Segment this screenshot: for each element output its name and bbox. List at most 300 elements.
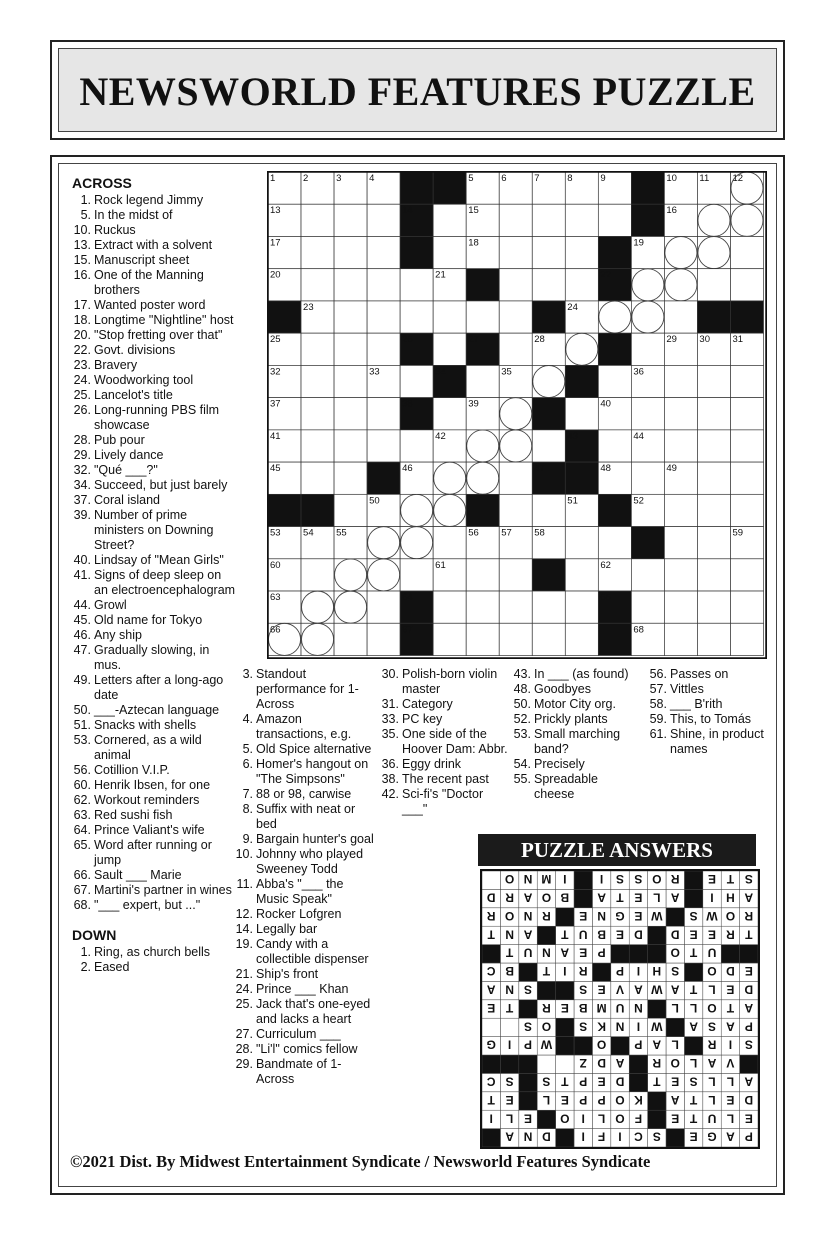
answer-letter: M xyxy=(596,1000,607,1015)
grid-square[interactable] xyxy=(367,301,400,333)
grid-square[interactable] xyxy=(598,365,631,397)
answer-letter: L xyxy=(597,1111,606,1126)
clue-text: Sault ___ Marie xyxy=(94,868,182,882)
down-heading: DOWN xyxy=(72,927,117,943)
grid-square[interactable] xyxy=(334,236,367,268)
clue-item xyxy=(72,328,237,343)
grid-square[interactable] xyxy=(565,527,598,559)
clue-text: Precisely xyxy=(534,757,585,771)
grid-square[interactable] xyxy=(499,236,532,268)
grid-black-square xyxy=(466,494,499,526)
grid-square[interactable] xyxy=(697,591,730,623)
grid-square[interactable] xyxy=(664,301,697,333)
grid-square[interactable] xyxy=(532,494,565,526)
grid-square[interactable] xyxy=(598,527,631,559)
answer-letter: A xyxy=(689,1019,698,1034)
grid-number: 53 xyxy=(270,527,281,539)
grid-square[interactable] xyxy=(598,430,631,462)
answer-letter: G xyxy=(615,908,625,923)
grid-number: 36 xyxy=(633,366,644,378)
grid-square[interactable] xyxy=(301,269,334,301)
grid-square[interactable] xyxy=(433,591,466,623)
clue-text: Number of prime ministers on Downing Street? xyxy=(94,508,214,552)
clue-text: Succeed, but just barely xyxy=(94,478,228,492)
grid-square[interactable] xyxy=(730,591,763,623)
grid-square[interactable] xyxy=(334,430,367,462)
clue-item xyxy=(72,838,237,868)
clue-number: 54. xyxy=(513,757,531,771)
answer-black-square xyxy=(629,1055,647,1073)
grid-square[interactable] xyxy=(367,623,400,655)
grid-number: 66 xyxy=(270,624,281,636)
clue-item xyxy=(72,388,237,403)
grid-square[interactable] xyxy=(697,398,730,430)
grid-square[interactable] xyxy=(664,527,697,559)
grid-square[interactable] xyxy=(466,591,499,623)
answer-black-square xyxy=(519,1073,537,1091)
clue-number: 42. xyxy=(381,787,399,801)
clue-item xyxy=(234,802,374,832)
clue-number: 41. xyxy=(73,568,91,582)
grid-square[interactable] xyxy=(301,365,334,397)
grid-square[interactable] xyxy=(532,591,565,623)
clue-number: 67. xyxy=(73,883,91,897)
grid-square[interactable] xyxy=(532,430,565,462)
grid-square[interactable] xyxy=(466,623,499,655)
grid-number: 37 xyxy=(270,398,281,410)
clue-text: Small marching band? xyxy=(534,727,621,756)
answer-letter: O xyxy=(504,872,515,887)
grid-number: 18 xyxy=(468,237,479,249)
clue-text: One of the Manning brothers xyxy=(94,268,204,297)
clue-item xyxy=(234,667,374,712)
grid-square[interactable] xyxy=(499,333,532,365)
grid-square[interactable] xyxy=(565,591,598,623)
grid-square[interactable] xyxy=(499,591,532,623)
grid-square[interactable] xyxy=(301,559,334,591)
clue-number: 40. xyxy=(73,553,91,567)
clue-text: Woodworking tool xyxy=(94,373,194,387)
grid-square[interactable] xyxy=(433,333,466,365)
clue-number: 31. xyxy=(381,697,399,711)
clue-number: 1. xyxy=(80,193,91,207)
clue-item xyxy=(234,1042,374,1057)
grid-square[interactable] xyxy=(730,398,763,430)
clue-number: 25. xyxy=(235,997,253,1011)
answer-letter: D xyxy=(744,982,754,997)
clue-text: In ___ (as found) xyxy=(534,667,629,681)
clue-number: 46. xyxy=(73,628,91,642)
grid-square[interactable] xyxy=(367,430,400,462)
grid-square[interactable] xyxy=(697,365,730,397)
grid-square[interactable] xyxy=(664,365,697,397)
grid-number: 9 xyxy=(600,173,606,184)
grid-square[interactable] xyxy=(334,398,367,430)
grid-square[interactable] xyxy=(631,398,664,430)
down-clues-col4 xyxy=(512,667,640,802)
answer-letter: E xyxy=(726,982,735,997)
grid-square[interactable] xyxy=(664,494,697,526)
clue-number: 6. xyxy=(242,757,253,771)
answer-letter: B xyxy=(578,1000,588,1015)
grid-number: 59 xyxy=(732,527,744,539)
grid-square[interactable] xyxy=(499,301,532,333)
grid-square[interactable] xyxy=(367,591,400,623)
header-banner xyxy=(50,40,785,140)
clue-item xyxy=(72,208,237,223)
clue-text: Shine, in product names xyxy=(670,727,764,756)
answer-letter: S xyxy=(579,982,588,997)
grid-number: 63 xyxy=(270,592,281,604)
clue-item xyxy=(72,508,237,553)
grid-square[interactable] xyxy=(730,494,763,526)
grid-square[interactable] xyxy=(532,204,565,236)
grid-square[interactable] xyxy=(565,204,598,236)
grid-square[interactable] xyxy=(400,365,433,397)
clue-number: 8. xyxy=(242,802,253,816)
grid-square[interactable] xyxy=(334,333,367,365)
grid-square[interactable] xyxy=(367,333,400,365)
grid-number: 40 xyxy=(600,398,611,410)
clue-text: "Li'l" comics fellow xyxy=(256,1042,358,1056)
clue-item xyxy=(72,568,237,598)
grid-number: 8 xyxy=(567,173,573,184)
clue-item xyxy=(648,727,773,757)
answer-letter: N xyxy=(523,1129,533,1144)
clue-text: Prickly plants xyxy=(534,712,608,726)
answer-letter: D xyxy=(634,927,643,942)
answer-letter: O xyxy=(560,1111,570,1126)
grid-square[interactable] xyxy=(697,269,730,301)
grid-square[interactable] xyxy=(697,494,730,526)
grid-number: 64 xyxy=(402,592,413,604)
grid-square[interactable] xyxy=(730,623,763,655)
answer-letter: G xyxy=(486,1037,496,1052)
clue-item xyxy=(234,742,374,757)
answer-black-square xyxy=(666,908,684,926)
grid-square[interactable] xyxy=(664,398,697,430)
answer-letter: R xyxy=(652,1056,662,1071)
clue-text: Abba's "___ the Music Speak" xyxy=(256,877,344,906)
answer-letter: O xyxy=(615,1092,625,1107)
grid-square[interactable] xyxy=(631,462,664,494)
clue-text: Manuscript sheet xyxy=(94,253,190,267)
clue-item xyxy=(72,193,237,208)
answer-black-square xyxy=(629,945,647,963)
grid-square[interactable] xyxy=(697,559,730,591)
clue-text: Longtime "Nightline" host xyxy=(94,313,234,327)
grid-square[interactable] xyxy=(334,494,367,526)
grid-square[interactable] xyxy=(697,430,730,462)
grid-square[interactable] xyxy=(730,559,763,591)
grid-square[interactable] xyxy=(499,269,532,301)
grid-square[interactable] xyxy=(532,269,565,301)
grid-number: 7 xyxy=(534,173,540,184)
clue-number: 44. xyxy=(73,598,91,612)
answer-letter: E xyxy=(707,872,717,887)
grid-number: 58 xyxy=(534,527,545,539)
grid-square[interactable] xyxy=(334,462,367,494)
clue-number: 18. xyxy=(73,313,91,327)
grid-square[interactable] xyxy=(697,623,730,655)
answer-black-square xyxy=(556,981,574,999)
answer-letter: L xyxy=(726,1111,735,1126)
grid-square[interactable] xyxy=(301,462,334,494)
answer-letter: E xyxy=(726,1092,735,1107)
answer-letter: S xyxy=(579,1019,588,1034)
answer-letter: A xyxy=(726,1019,735,1034)
grid-square[interactable] xyxy=(532,236,565,268)
answer-letter: A xyxy=(560,945,570,960)
grid-black-square xyxy=(400,236,433,268)
answer-letter: T xyxy=(542,964,551,979)
grid-number: 15 xyxy=(468,205,479,217)
grid-square[interactable] xyxy=(565,398,598,430)
grid-number: 61 xyxy=(435,559,446,571)
clue-item xyxy=(380,712,508,727)
clue-number: 21. xyxy=(235,967,253,981)
clue-text: Workout reminders xyxy=(94,793,200,807)
grid-square[interactable] xyxy=(400,301,433,333)
grid-number: 48 xyxy=(600,463,611,475)
answer-black-square xyxy=(574,1037,592,1055)
answer-black-square xyxy=(592,963,610,981)
grid-square[interactable] xyxy=(433,204,466,236)
answer-letter: O xyxy=(725,908,736,923)
grid-square[interactable] xyxy=(664,623,697,655)
clue-number: 48. xyxy=(513,682,531,696)
grid-square[interactable] xyxy=(367,236,400,268)
clue-text: Prince ___ Khan xyxy=(256,982,349,996)
grid-square[interactable] xyxy=(565,559,598,591)
answer-letter: E xyxy=(689,927,698,942)
grid-square[interactable] xyxy=(730,269,763,301)
answer-letter: A xyxy=(744,1074,754,1089)
answer-letter: N xyxy=(505,927,514,942)
answer-black-square xyxy=(537,981,555,999)
answer-letter: C xyxy=(486,1074,496,1089)
grid-square[interactable] xyxy=(433,301,466,333)
grid-square[interactable] xyxy=(367,398,400,430)
grid-square[interactable] xyxy=(367,269,400,301)
grid-square[interactable] xyxy=(433,527,466,559)
clue-item xyxy=(234,982,374,997)
grid-black-square xyxy=(466,269,499,301)
grid-number: 5 xyxy=(468,173,474,184)
answer-letter: S xyxy=(652,1129,661,1144)
clue-number: 28. xyxy=(235,1042,253,1056)
clue-number: 63. xyxy=(73,808,91,822)
grid-square[interactable] xyxy=(499,494,532,526)
grid-square[interactable] xyxy=(631,591,664,623)
clue-number: 50. xyxy=(73,703,91,717)
grid-square[interactable] xyxy=(598,204,631,236)
grid-black-square xyxy=(697,301,730,333)
grid-black-square xyxy=(598,623,631,655)
answer-letter: W xyxy=(540,1037,553,1052)
grid-square[interactable] xyxy=(400,269,433,301)
clue-item xyxy=(512,727,640,757)
clue-number: 29. xyxy=(235,1057,253,1071)
clue-item xyxy=(72,868,237,883)
answer-black-square xyxy=(648,1092,666,1110)
grid-number: 57 xyxy=(501,527,512,539)
answer-black-square xyxy=(666,1129,684,1147)
grid-square[interactable] xyxy=(565,236,598,268)
grid-number: 16 xyxy=(666,205,677,217)
grid-square[interactable] xyxy=(499,204,532,236)
grid-square[interactable] xyxy=(301,204,334,236)
grid-square[interactable] xyxy=(400,559,433,591)
grid-square[interactable] xyxy=(301,430,334,462)
grid-square[interactable] xyxy=(730,462,763,494)
answer-letter: T xyxy=(561,927,569,942)
clue-item xyxy=(648,712,773,727)
answer-letter: E xyxy=(560,1092,569,1107)
answer-letter: P xyxy=(597,945,606,960)
clue-text: Growl xyxy=(94,598,127,612)
grid-square[interactable] xyxy=(499,623,532,655)
grid-square[interactable] xyxy=(697,527,730,559)
clue-text: Motor City org. xyxy=(534,697,616,711)
grid-square[interactable] xyxy=(730,430,763,462)
answer-letter: O xyxy=(541,1019,552,1034)
answer-letter: S xyxy=(671,964,680,979)
grid-square[interactable] xyxy=(367,204,400,236)
answer-square xyxy=(537,1055,555,1073)
grid-square[interactable] xyxy=(301,236,334,268)
grid-number: 38 xyxy=(402,398,413,410)
grid-square[interactable] xyxy=(565,623,598,655)
across-clues xyxy=(72,175,237,975)
clue-number: 25. xyxy=(73,388,91,402)
answer-letter: T xyxy=(689,1092,698,1107)
clue-item xyxy=(234,787,374,802)
clue-text: Old Spice alternative xyxy=(256,742,372,756)
clue-text: Cotillion V.I.P. xyxy=(94,763,170,777)
grid-square[interactable] xyxy=(400,430,433,462)
grid-square[interactable] xyxy=(334,204,367,236)
grid-square[interactable] xyxy=(466,365,499,397)
grid-black-square xyxy=(400,172,433,204)
grid-square[interactable] xyxy=(301,398,334,430)
grid-square[interactable] xyxy=(499,462,532,494)
clue-number: 56. xyxy=(73,763,91,777)
clue-text: Jack that's one-eyed and lacks a heart xyxy=(256,997,371,1026)
answer-letter: P xyxy=(744,1129,753,1144)
grid-square[interactable] xyxy=(664,591,697,623)
grid-square[interactable] xyxy=(334,365,367,397)
answer-letter: F xyxy=(597,1129,606,1144)
answer-black-square xyxy=(556,1037,574,1055)
clue-number: 58. xyxy=(649,697,667,711)
grid-square[interactable] xyxy=(334,269,367,301)
answer-black-square xyxy=(684,889,702,907)
answer-letter: O xyxy=(707,1000,717,1015)
clue-text: Sci-fi's "Doctor ___" xyxy=(402,787,484,816)
clue-item xyxy=(234,967,374,982)
grid-square[interactable] xyxy=(631,559,664,591)
clue-text: Gradually slowing, in mus. xyxy=(94,643,210,672)
answer-letter: S xyxy=(744,1037,753,1052)
grid-square[interactable] xyxy=(532,623,565,655)
answer-black-square xyxy=(684,1037,702,1055)
grid-number: 21 xyxy=(435,269,446,281)
grid-number: 25 xyxy=(270,334,281,346)
answer-letter: R xyxy=(505,890,514,905)
answer-black-square xyxy=(556,1129,574,1147)
answer-letter: L xyxy=(542,1092,551,1107)
clue-number: 5. xyxy=(242,742,253,756)
clue-item xyxy=(72,268,237,298)
grid-black-square xyxy=(268,494,301,526)
grid-square[interactable] xyxy=(466,559,499,591)
clue-item xyxy=(72,598,237,613)
answer-letter: I xyxy=(563,964,567,979)
grid-square[interactable] xyxy=(697,462,730,494)
grid-square[interactable] xyxy=(730,365,763,397)
answer-square xyxy=(500,1018,518,1036)
clue-text: Wanted poster word xyxy=(94,298,206,312)
grid-number: 44 xyxy=(633,430,644,442)
grid-square[interactable] xyxy=(499,559,532,591)
grid-square[interactable] xyxy=(664,430,697,462)
grid-square[interactable] xyxy=(301,333,334,365)
grid-number: 65 xyxy=(600,592,611,604)
clue-number: 66. xyxy=(73,868,91,882)
grid-square[interactable] xyxy=(730,236,763,268)
clue-text: The recent past xyxy=(402,772,489,786)
clue-item xyxy=(72,823,237,838)
grid-square[interactable] xyxy=(664,559,697,591)
clue-item xyxy=(648,697,773,712)
answer-letter: A xyxy=(652,1037,662,1052)
clue-text: Suffix with neat or bed xyxy=(256,802,356,831)
clue-text: Polish-born violin master xyxy=(402,667,498,696)
answer-letter: S xyxy=(744,872,753,887)
answer-black-square xyxy=(519,1092,537,1110)
answer-letter: H xyxy=(726,890,735,905)
grid-number: 4 xyxy=(369,173,375,184)
answer-black-square xyxy=(740,945,758,963)
answer-letter: P xyxy=(634,1037,643,1052)
clue-text: Rocker Lofgren xyxy=(256,907,342,921)
grid-square[interactable] xyxy=(466,301,499,333)
answer-black-square xyxy=(500,1055,518,1073)
grid-square[interactable] xyxy=(433,398,466,430)
copyright-footer: ©2021 Dist. By Midwest Entertainment Syndicate / Newsworld Features Syndicate xyxy=(70,1152,651,1171)
clue-number: 17. xyxy=(73,298,91,312)
grid-square[interactable] xyxy=(631,333,664,365)
grid-square[interactable] xyxy=(334,623,367,655)
grid-square[interactable] xyxy=(565,269,598,301)
clue-item xyxy=(72,448,237,463)
grid-number: 32 xyxy=(270,366,281,378)
clue-text: Ship's front xyxy=(256,967,319,981)
answer-letter: V xyxy=(615,982,625,997)
clue-number: 26. xyxy=(73,403,91,417)
clue-item xyxy=(72,945,237,960)
clue-item xyxy=(234,712,374,742)
answer-black-square xyxy=(611,945,629,963)
grid-number: 30 xyxy=(699,334,711,346)
grid-square[interactable] xyxy=(433,623,466,655)
answer-letter: S xyxy=(523,1019,533,1034)
grid-square[interactable] xyxy=(433,236,466,268)
clue-item xyxy=(234,877,374,907)
grid-square[interactable] xyxy=(334,301,367,333)
answer-letter: W xyxy=(706,908,718,923)
